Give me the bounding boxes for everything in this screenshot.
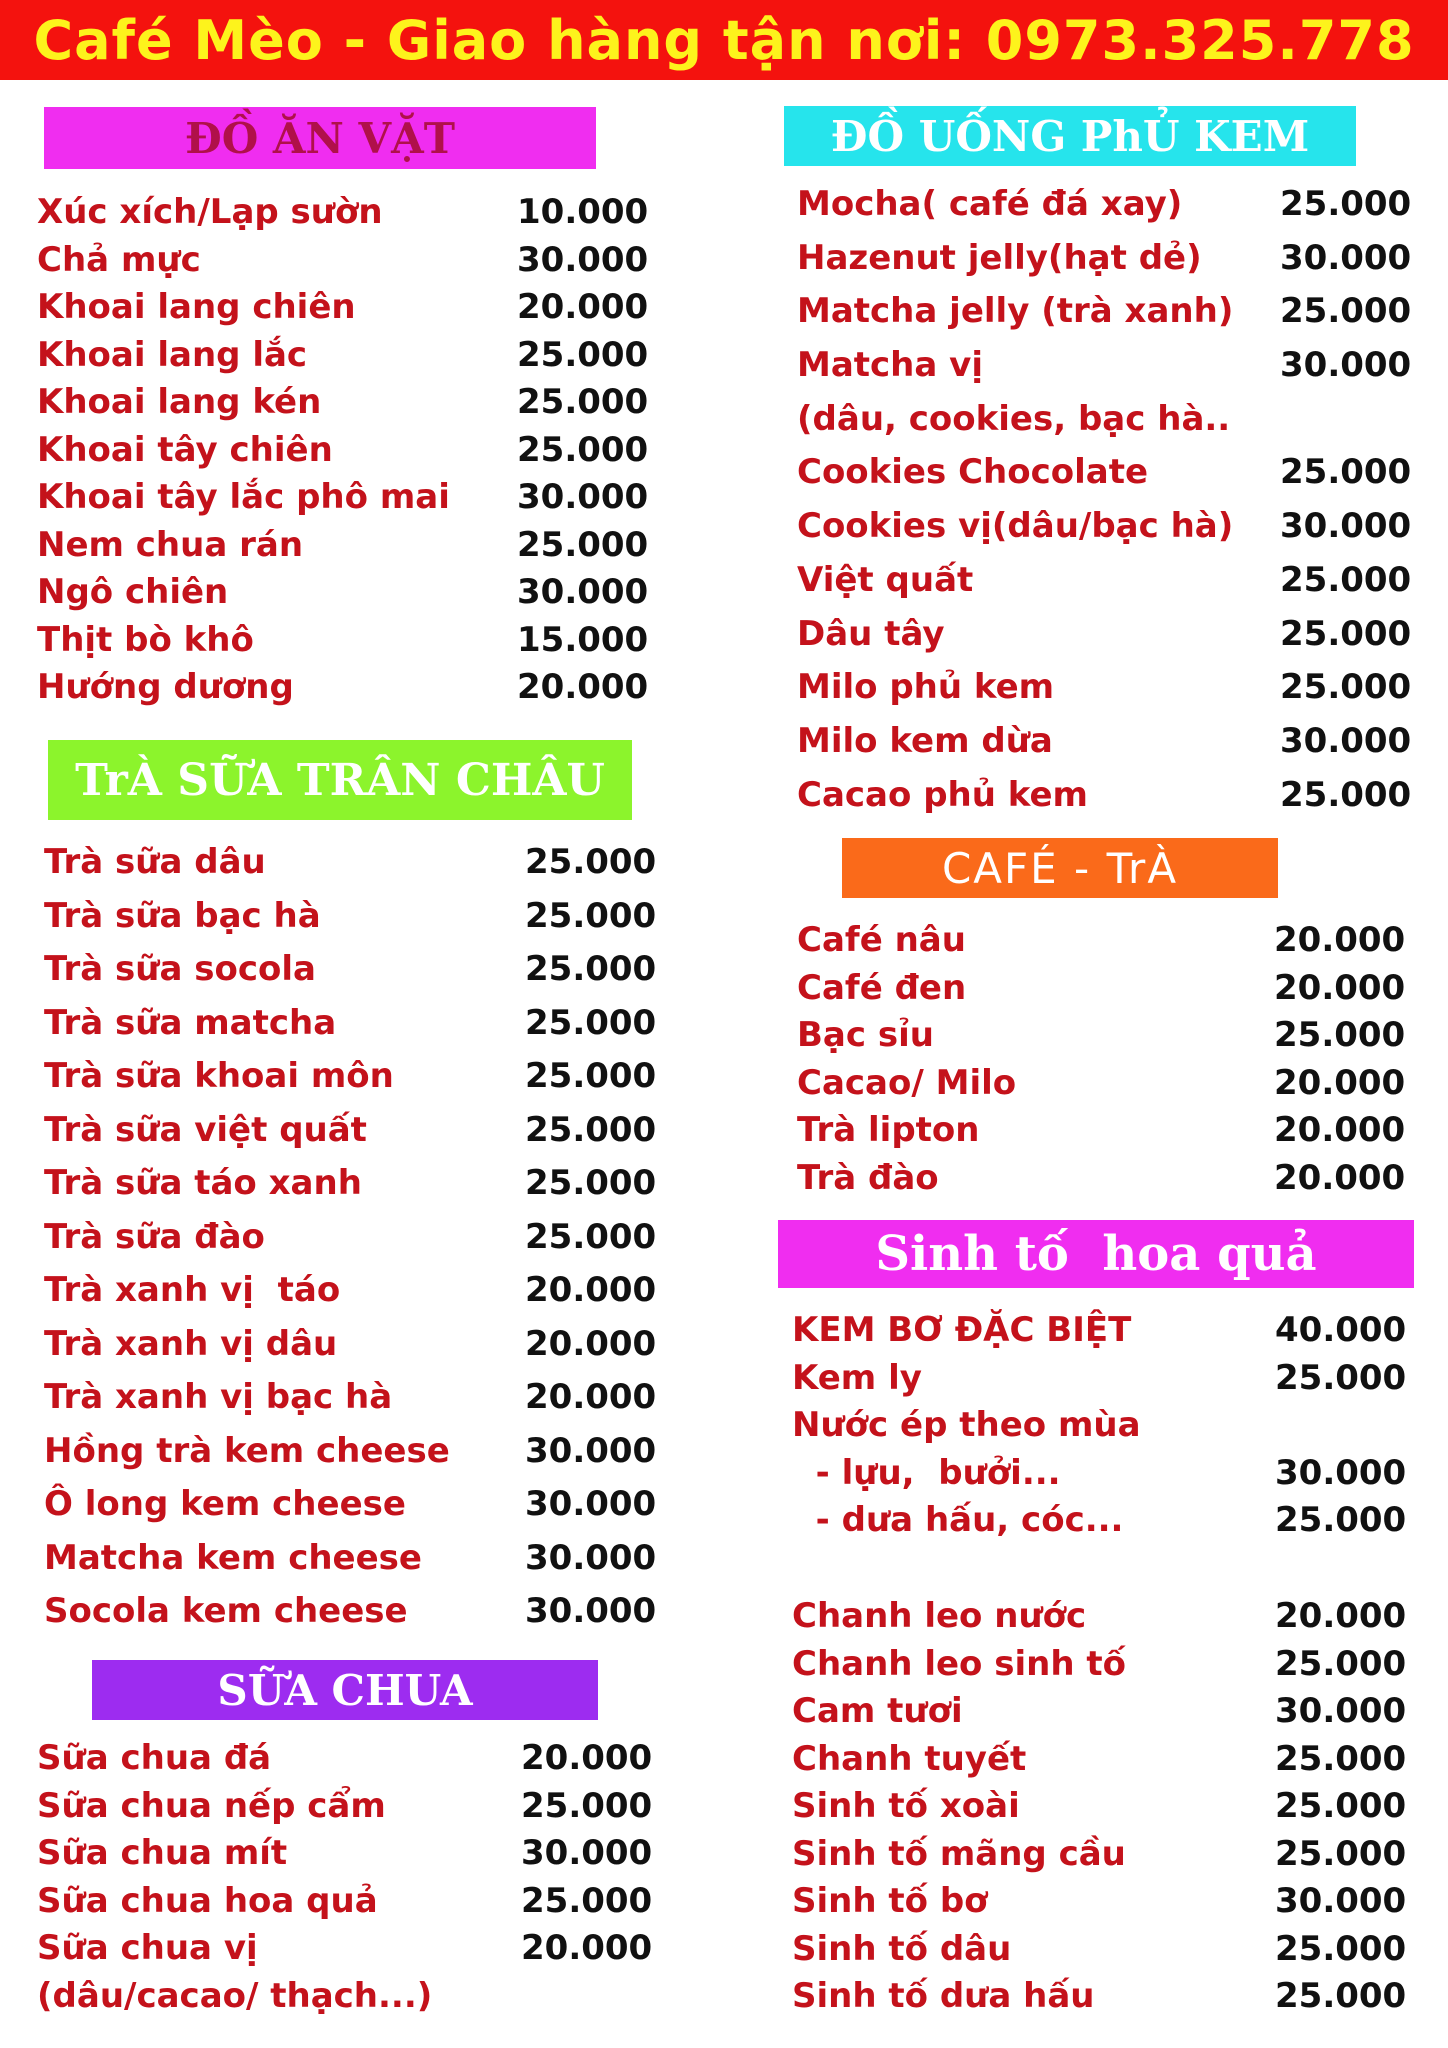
menu-item-name: Sữa chua nếp cẩm xyxy=(37,1785,386,1826)
menu-item-price: 30.000 xyxy=(525,1430,657,1471)
menu-item xyxy=(37,335,657,383)
menu-item xyxy=(797,399,1417,453)
menu-item-price: 20.000 xyxy=(1274,967,1406,1008)
menu-item-name: Café đen xyxy=(797,967,967,1008)
header-cafe-tra-title: CAFÉ - TrÀ xyxy=(941,843,1179,893)
menu-item-price: 25.000 xyxy=(1280,667,1412,708)
menu-item-price: 25.000 xyxy=(1275,1833,1407,1874)
menu-item xyxy=(37,1928,657,1976)
menu-item xyxy=(797,1110,1417,1158)
menu-item-price: 20.000 xyxy=(1275,1596,1407,1636)
menu-item-name: Chanh leo nước xyxy=(792,1596,1087,1636)
menu-item-price: 25.000 xyxy=(1274,1015,1406,1055)
list-sinh-to-top xyxy=(792,1310,1412,1548)
list-do-uong-phu-kem xyxy=(797,184,1417,828)
list-tra-sua xyxy=(44,842,664,1645)
menu-item xyxy=(797,667,1417,721)
menu-item xyxy=(797,721,1417,775)
menu-item-price: 25.000 xyxy=(1280,184,1412,224)
list-sua-chua xyxy=(37,1738,657,2023)
menu-item-name: Chanh tuyết xyxy=(792,1738,1027,1779)
menu-item-price: 20.000 xyxy=(517,667,649,707)
menu-item xyxy=(797,920,1417,968)
menu-item-price: 30.000 xyxy=(1275,1881,1407,1921)
menu-item-price: 15.000 xyxy=(517,619,649,660)
menu-item-name: Socola kem cheese xyxy=(44,1591,408,1631)
menu-item-name: Hồng trà kem cheese xyxy=(44,1430,450,1471)
menu-item-name: Bạc sỉu xyxy=(797,1015,934,1055)
menu-item-price: 25.000 xyxy=(1280,613,1412,654)
header-do-an-vat xyxy=(44,107,596,169)
menu-item xyxy=(37,525,657,573)
menu-item-price: 25.000 xyxy=(1280,291,1412,332)
menu-item-price: 25.000 xyxy=(1280,774,1412,815)
menu-item-name: Sữa chua đá xyxy=(37,1738,272,1778)
header-do-uong-phu-kem-title: ĐỒ UỐNG PhỦ KEM xyxy=(830,111,1310,161)
menu-item-name: Trà sữa đào xyxy=(44,1216,265,1257)
menu-item-price: 30.000 xyxy=(1275,1452,1407,1493)
menu-item-name: Matcha jelly (trà xanh) xyxy=(797,291,1234,332)
menu-item xyxy=(797,614,1417,668)
menu-item xyxy=(797,560,1417,614)
menu-item-price: 25.000 xyxy=(525,895,657,936)
menu-item-name: Sinh tố bơ xyxy=(792,1881,988,1921)
menu-item-price: 25.000 xyxy=(1275,1976,1407,2016)
menu-item-name: Milo kem dừa xyxy=(797,720,1053,761)
list-do-an-vat xyxy=(37,192,657,715)
menu-item-name: Matcha kem cheese xyxy=(44,1537,422,1578)
menu-item-price: 30.000 xyxy=(1275,1691,1407,1731)
menu-item xyxy=(37,620,657,668)
menu-item xyxy=(37,382,657,430)
menu-item-name: Sữa chua hoa quả xyxy=(37,1880,378,1921)
menu-item xyxy=(792,1929,1412,1977)
header-sua-chua-title: SỮA CHUA xyxy=(217,1665,473,1715)
menu-item-name: Thịt bò khô xyxy=(37,619,254,660)
menu-item xyxy=(797,345,1417,399)
menu-item xyxy=(44,1377,664,1431)
menu-item-name: Trà sữa việt quất xyxy=(44,1109,367,1150)
menu-item xyxy=(37,667,657,715)
menu-item-price: 20.000 xyxy=(1274,1062,1406,1103)
menu-item-name: Matcha vị xyxy=(797,345,983,386)
menu-item xyxy=(792,1405,1412,1453)
menu-item xyxy=(44,1431,664,1485)
menu-item-name: Khoai lang lắc xyxy=(37,334,308,375)
menu-item xyxy=(797,775,1417,829)
header-do-an-vat-title: ĐỒ ĂN VẶT xyxy=(185,113,455,163)
menu-item xyxy=(797,452,1417,506)
menu-item-price: 30.000 xyxy=(517,572,649,612)
menu-item xyxy=(37,1786,657,1834)
menu-item xyxy=(797,184,1417,238)
menu-item xyxy=(797,968,1417,1016)
menu-item xyxy=(792,1976,1412,2024)
list-cafe-tra xyxy=(797,920,1417,1205)
menu-item-name: Trà xanh vị dâu xyxy=(44,1323,338,1364)
menu-item-price: 10.000 xyxy=(517,192,649,232)
menu-item xyxy=(44,1163,664,1217)
menu-item-price: 20.000 xyxy=(1274,1157,1406,1198)
menu-item-price: 25.000 xyxy=(517,334,649,375)
menu-item-price: 25.000 xyxy=(1280,452,1412,493)
menu-item-name: Nước ép theo mùa xyxy=(792,1405,1141,1445)
menu-item-price: 25.000 xyxy=(1275,1643,1407,1684)
menu-item-price: 25.000 xyxy=(521,1880,653,1921)
menu-item xyxy=(37,430,657,478)
menu-item xyxy=(797,1015,1417,1063)
header-tra-sua xyxy=(48,740,632,820)
menu-item-name: Trà sữa matcha xyxy=(44,1002,337,1043)
menu-item xyxy=(44,1270,664,1324)
menu-item-name: Trà sữa táo xanh xyxy=(44,1163,362,1203)
menu-item-name: Trà sữa bạc hà xyxy=(44,895,321,936)
menu-item-name: KEM BƠ ĐẶC BIỆT xyxy=(792,1310,1132,1350)
menu-item-price: 30.000 xyxy=(1280,506,1412,547)
menu-item-name: Khoai lang chiên xyxy=(37,287,356,327)
menu-item xyxy=(792,1596,1412,1644)
menu-item-price: 25.000 xyxy=(525,842,657,882)
menu-item-price: 25.000 xyxy=(525,1163,657,1203)
menu-item-price: 30.000 xyxy=(521,1833,653,1873)
menu-item-name: Trà sữa khoai môn xyxy=(44,1056,394,1096)
menu-item-name: - lựu, bưởi... xyxy=(792,1452,1061,1493)
menu-item-price: 25.000 xyxy=(525,1056,657,1096)
menu-item-name: Hazenut jelly(hạt dẻ) xyxy=(797,237,1202,278)
menu-item xyxy=(797,238,1417,292)
menu-item-name: Khoai lang kén xyxy=(37,382,322,422)
menu-item-price: 25.000 xyxy=(1275,1357,1407,1398)
menu-item xyxy=(797,506,1417,560)
header-cafe-tra xyxy=(842,838,1278,898)
menu-item-price: 30.000 xyxy=(525,1537,657,1578)
menu-item-name: Trà xanh vị táo xyxy=(44,1270,341,1310)
menu-item xyxy=(792,1739,1412,1787)
menu-item xyxy=(792,1881,1412,1929)
menu-item-name: Trà đào xyxy=(797,1157,939,1198)
menu-item-price: 30.000 xyxy=(525,1591,657,1631)
menu-item-name: Sinh tố dưa hấu xyxy=(792,1976,1095,2016)
menu-item xyxy=(44,1591,664,1645)
menu-item xyxy=(37,1738,657,1786)
menu-item-name: Sữa chua mít xyxy=(37,1833,288,1873)
menu-item xyxy=(37,192,657,240)
menu-item-name: Trà xanh vị bạc hà xyxy=(44,1377,393,1417)
menu-item-price: 25.000 xyxy=(1275,1738,1407,1779)
menu-item-price: 30.000 xyxy=(517,477,649,517)
menu-item xyxy=(44,1110,664,1164)
menu-item-name: Khoai tây lắc phô mai xyxy=(37,477,450,517)
menu-item-name: Kem ly xyxy=(792,1357,922,1398)
menu-item xyxy=(792,1358,1412,1406)
menu-item xyxy=(44,949,664,1003)
menu-item-price: 25.000 xyxy=(517,524,649,565)
menu-item-price: 25.000 xyxy=(517,429,649,470)
menu-item-name: Cacao phủ kem xyxy=(797,774,1088,815)
menu-item-name: Chả mực xyxy=(37,239,201,280)
menu-item xyxy=(44,1484,664,1538)
menu-item-price: 20.000 xyxy=(517,287,649,327)
menu-item-price: 25.000 xyxy=(1275,1500,1407,1540)
menu-item-name: Nem chua rán xyxy=(37,524,304,565)
menu-item xyxy=(797,1063,1417,1111)
header-sinh-to-title: Sinh tố hoa quả xyxy=(875,1226,1317,1282)
menu-item-price: 30.000 xyxy=(1280,237,1412,278)
menu-item xyxy=(44,1324,664,1378)
menu-item-price: 25.000 xyxy=(525,1109,657,1150)
menu-item xyxy=(792,1644,1412,1692)
menu-item xyxy=(792,1691,1412,1739)
menu-item-price: 20.000 xyxy=(1274,1110,1406,1150)
menu-item xyxy=(44,1003,664,1057)
menu-item-price: 30.000 xyxy=(1280,345,1412,386)
menu-item-name: Café nâu xyxy=(797,920,966,960)
menu-item-price: 25.000 xyxy=(517,382,649,422)
menu-item xyxy=(792,1786,1412,1834)
menu-item-name: Cam tươi xyxy=(792,1691,963,1731)
top-banner xyxy=(0,0,1448,80)
menu-item-price: 25.000 xyxy=(1280,559,1412,600)
menu-item-price: 20.000 xyxy=(525,1323,657,1364)
menu-item xyxy=(44,1056,664,1110)
menu-item-price: 25.000 xyxy=(1275,1786,1407,1826)
menu-item xyxy=(37,287,657,335)
menu-item-name: Mocha( café đá xay) xyxy=(797,184,1183,224)
menu-item-price: 25.000 xyxy=(1275,1928,1407,1969)
menu-item xyxy=(797,291,1417,345)
menu-item-name: - dưa hấu, cóc... xyxy=(792,1500,1124,1540)
menu-item xyxy=(37,1833,657,1881)
menu-item-price: 20.000 xyxy=(525,1270,657,1310)
menu-item-name: Sinh tố dâu xyxy=(792,1928,1012,1969)
menu-item-name: Khoai tây chiên xyxy=(37,429,333,470)
menu-item xyxy=(792,1310,1412,1358)
list-sinh-to-bottom xyxy=(792,1596,1412,2024)
menu-item-name: Sinh tố xoài xyxy=(792,1786,1020,1826)
menu-item-name: Dâu tây xyxy=(797,613,945,654)
menu-item-price: 40.000 xyxy=(1275,1310,1407,1350)
menu-item xyxy=(44,1538,664,1592)
menu-item-price: 20.000 xyxy=(1274,920,1406,960)
header-sinh-to xyxy=(778,1220,1414,1288)
menu-item-name: Milo phủ kem xyxy=(797,667,1055,708)
menu-item-name: Trà sữa socola xyxy=(44,949,316,989)
menu-item xyxy=(37,240,657,288)
menu-item xyxy=(797,1158,1417,1206)
menu-item-name: Cookies vị(dâu/bạc hà) xyxy=(797,506,1234,547)
menu-item xyxy=(792,1453,1412,1501)
menu-item-price: 25.000 xyxy=(521,1785,653,1826)
menu-item xyxy=(37,1976,657,2024)
menu-item xyxy=(37,572,657,620)
menu-item-name: Việt quất xyxy=(797,559,974,600)
menu-item-name: Chanh leo sinh tố xyxy=(792,1643,1127,1684)
menu-item-price: 30.000 xyxy=(517,239,649,280)
menu-item-name: Hướng dương xyxy=(37,667,294,707)
menu-item-price: 30.000 xyxy=(525,1484,657,1524)
menu-item xyxy=(792,1500,1412,1548)
menu-item-name: Trà sữa dâu xyxy=(44,842,266,882)
menu-item-name: Sinh tố mãng cầu xyxy=(792,1833,1126,1874)
menu-item-name: (dâu/cacao/ thạch...) xyxy=(37,1975,433,2016)
menu-item xyxy=(37,1881,657,1929)
menu-item-name: Ô long kem cheese xyxy=(44,1484,406,1524)
menu-item xyxy=(44,842,664,896)
menu-item xyxy=(792,1834,1412,1882)
menu-item-price: 25.000 xyxy=(525,1002,657,1043)
menu-item xyxy=(44,1217,664,1271)
menu-item-name: Sữa chua vị xyxy=(37,1928,258,1968)
header-tra-sua-title: TrÀ SỮA TRÂN CHÂU xyxy=(75,754,605,806)
menu-item-name: Cookies Chocolate xyxy=(797,452,1149,493)
menu-item-name: Cacao/ Milo xyxy=(797,1062,1017,1103)
menu-item-price: 25.000 xyxy=(525,949,657,989)
menu-item-price: 25.000 xyxy=(525,1216,657,1257)
header-sua-chua xyxy=(92,1660,598,1720)
menu-item-name: Trà lipton xyxy=(797,1110,980,1150)
menu-item xyxy=(37,477,657,525)
banner-text: Café Mèo - Giao hàng tận nơi: 0973.325.778 xyxy=(33,8,1415,72)
menu-item-price: 20.000 xyxy=(521,1928,653,1968)
menu-item-price: 30.000 xyxy=(1280,720,1412,761)
menu-item-price: 20.000 xyxy=(521,1738,653,1778)
header-do-uong-phu-kem xyxy=(784,106,1356,166)
menu-item-price: 20.000 xyxy=(525,1377,657,1417)
menu-item-name: Xúc xích/Lạp sườn xyxy=(37,192,383,232)
menu-item-name: Ngô chiên xyxy=(37,572,229,612)
menu-item-name: (dâu, cookies, bạc hà.. xyxy=(797,398,1231,439)
menu-item xyxy=(44,896,664,950)
